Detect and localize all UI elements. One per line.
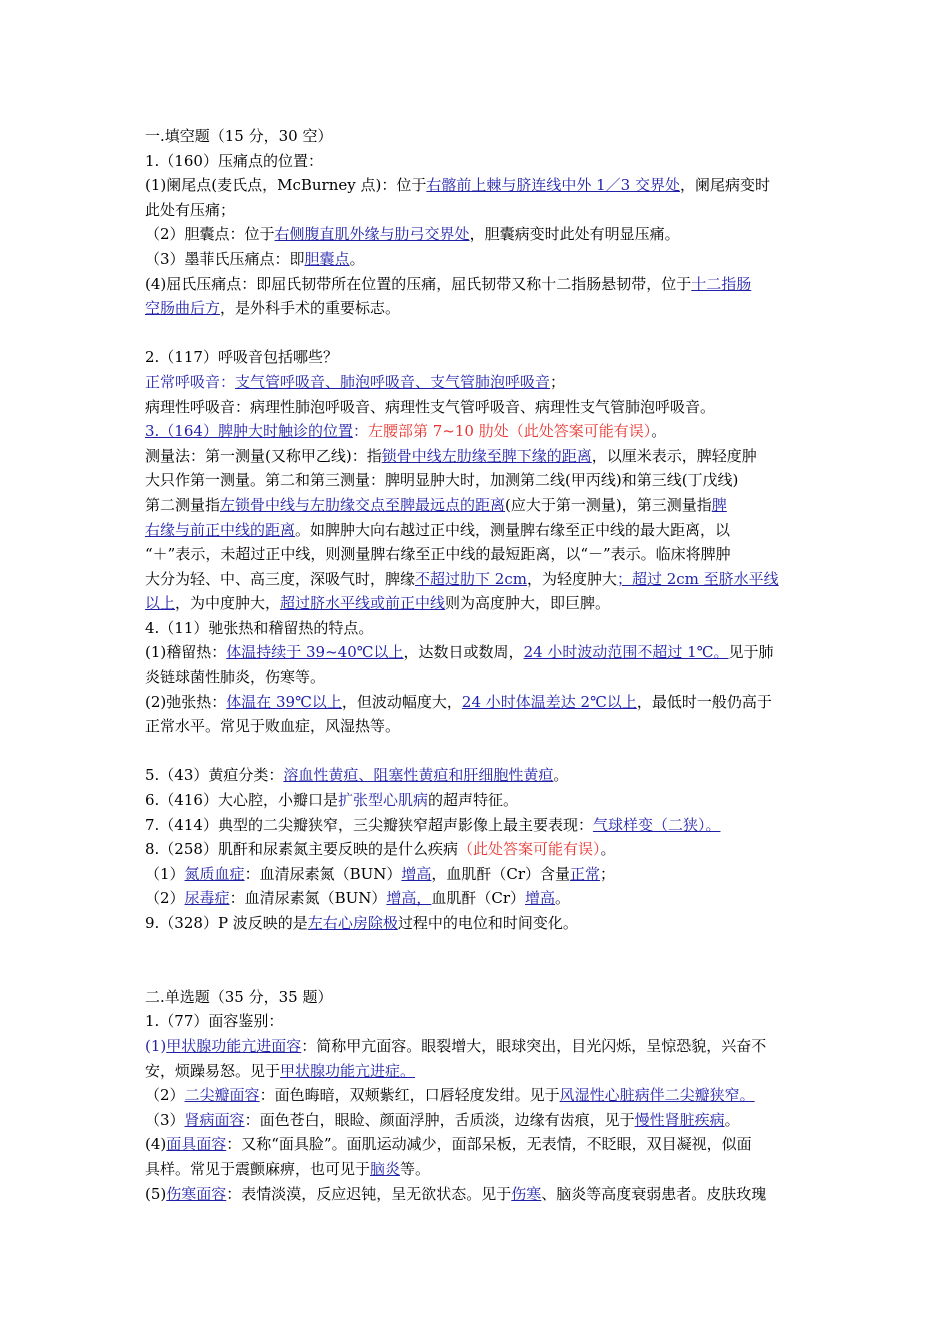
answer-blank: 胆囊点 [304,249,350,268]
answer-blank: 24 小时体温差达 2℃以上 [461,692,637,711]
q4-item2: (2)弛张热：体温在 39℃以上，但波动幅度大，24 小时体温差达 2℃以上，最低时一般仍高于 [145,692,772,711]
answer-blank: 伤寒 [511,1184,542,1203]
q4-heading: 4.（11）驰张热和稽留热的特点。 [145,618,374,637]
q3-line1: 测量法：第一测量(又称甲乙线)：指锁骨中线左肋缘至脾下缘的距离，以厘米表示，脾轻度肿 [145,446,757,465]
answer-blank: 面具面容 [166,1135,227,1154]
answer-blank: 左右心房除极 [307,914,398,932]
answer-blank: 甲状腺功能亢进面容 [166,1036,302,1055]
s2-q1-item3: （3）肾病面容：面色苍白，眼睑、颜面浮肿，舌质淡，边缘有齿痕，见于慢性肾脏疾病。 [145,1110,740,1129]
q7: 7.（414）典型的二尖瓣狭窄，三尖瓣狭窄超声影像上最主要表现：气球样变（二狭）。 [145,815,721,834]
q3-heading: 3.（164）脾肿大时触诊的位置：左腰部第 7~10 肋处（此处答案可能有误）。 [145,422,667,441]
spacer [145,936,813,961]
answer-blank: 空肠曲后方 [145,299,221,318]
answer-blank: 十二指肠 [691,274,752,293]
spacer [145,739,813,764]
s2-q1-item1-cont: 安，烦躁易怒。见于甲状腺功能亢进症。 [145,1061,416,1080]
q3-line3: 第二测量指左锁骨中线与左肋缘交点至脾最远点的距离(应大于第一测量)，第三测量指脾 [145,495,727,514]
q8-item2: （2）尿毒症：血清尿素氮（BUN）增高，血肌酐（Cr）增高。 [145,889,571,908]
q8: 8.（258）肌酐和尿素氮主要反映的是什么疾病（此处答案可能有误）。 [145,840,616,859]
q1-item4: (4)屈氏压痛点：即屈氏韧带所在位置的压痛，屈氏韧带又称十二指肠悬韧带，位于十二指肠 [145,274,752,293]
answer-blank: 气球样变（二狭）。 [592,815,721,834]
document-page [145,124,813,1206]
answer-blank: 尿毒症 [184,889,230,908]
s2-q1-item2: （2）二尖瓣面容：面色晦暗，双颊紫红，口唇轻度发绀。见于风湿性心脏病伴二尖瓣狭窄。 [145,1086,755,1105]
q1-item1: (1)阑尾点(麦氏点，McBurney 点)：位于右髂前上棘与脐连线中外 1／3 交界处，阑尾病变时 [145,176,770,195]
section1-title: 一.填空题（15 分，30 空） [145,127,333,145]
q2-heading: 2.（117）呼吸音包括哪些？ [145,348,338,367]
answer-blank: 右侧腹直肌外缘与肋弓交界处 [274,225,470,244]
q6: 6.（416）大心腔，小瓣口是扩张型心肌病的超声特征。 [145,791,518,810]
q1-item1-cont: 此处有压痛； [145,200,236,219]
q2-normal: 正常呼吸音：支气管呼吸音、肺泡呼吸音、支气管肺泡呼吸音； [145,372,566,391]
answer-blank: 体温在 39℃以上 [226,692,342,711]
q1-item4-cont: 空肠曲后方，是外科手术的重要标志。 [145,299,401,318]
answer-blank: 增高， [386,889,432,908]
error-note: （此处答案可能有误） [457,840,601,859]
q3-line6: 大分为轻、中、高三度，深吸气时，脾缘不超过肋下 2cm，为轻度肿大；超过 2cm 至脐水平线 [145,569,779,588]
answer-blank: 脾 [711,495,727,514]
q3-line5: “＋”表示，未超过正中线，则测量脾右缘至正中线的最短距离，以“－”表示。临床将脾肿 [145,545,731,564]
q1-item3: （3）墨菲氏压痛点：即胆囊点。 [145,249,365,268]
answer-blank: 慢性肾脏疾病 [634,1110,725,1129]
answer-blank: 增高 [401,864,432,883]
answer-blank: 锁骨中线左肋缘至脾下缘的距离 [381,446,592,465]
q5: 5.（43）黄疸分类：溶血性黄疸、阻塞性黄疸和肝细胞性黄疸。 [145,766,569,785]
answer-blank: ；超过 2cm 至脐水平线 [616,569,779,588]
answer-blank: 体温持续于 39~40℃以上 [226,643,404,662]
answer-blank: 甲状腺功能亢进症。 [280,1061,416,1080]
s2-q1-item4: (4)面具面容：又称“面具脸”。面肌运动减少，面部呆板，无表情，不眨眼，双目凝视，似面 [145,1135,752,1154]
q4-item1-cont: 炎链球菌性肺炎，伤寒等。 [145,668,326,687]
q2-pathological: 病理性呼吸音：病理性肺泡呼吸音、病理性支气管呼吸音、病理性支气管肺泡呼吸音。 [145,397,716,416]
answer-blank: 氮质血症 [184,864,245,883]
q4-item1: (1)稽留热：体温持续于 39~40℃以上，达数日或数周，24 小时波动范围不超过 1℃。见于肺 [145,643,774,662]
q4-item2-cont: 正常水平。常见于败血症，风湿热等。 [145,717,401,736]
answer-blank: 右髂前上棘与脐连线中外 1／3 交界处 [426,176,680,195]
answer-blank: 右缘与前正中线的距离 [145,520,296,539]
q1-heading: 1.（160）压痛点的位置： [145,151,323,170]
s2-q1-item5: (5)伤寒面容：表情淡漠，反应迟钝，呈无欲状态。见于伤寒、脑炎等高度衰弱患者。皮肤玫瑰 [145,1184,767,1203]
q3-line4: 右缘与前正中线的距离。如脾肿大向右越过正中线，测量脾右缘至正中线的最大距离，以 [145,520,731,539]
answer-blank: 支气管呼吸音、肺泡呼吸音、支气管肺泡呼吸音 [235,372,551,391]
error-note: 左腰部第 7~10 肋处（此处答案可能有误） [367,422,652,441]
answer-blank: 超过脐水平线或前正中线 [280,594,446,613]
answer-blank: 24 小时波动范围不超过 1℃。 [523,643,729,662]
answer-blank: 脑炎 [370,1159,401,1178]
q1-item2: （2）胆囊点：位于右侧腹直肌外缘与肋弓交界处，胆囊病变时此处有明显压痛。 [145,225,680,244]
s2-q1-item1: (1)甲状腺功能亢进面容：简称甲亢面容。眼裂增大，眼球突出，目光闪烁，呈惊恐貌，兴奋不 [145,1036,767,1055]
q8-item1: （1）氮质血症：血清尿素氮（BUN）增高，血肌酐（Cr）含量正常； [145,864,616,883]
answer-blank: 风湿性心脏病伴二尖瓣狭窄。 [559,1086,755,1105]
answer-blank: 增高 [525,889,556,908]
answer-blank: 二尖瓣面容 [184,1086,260,1105]
answer-blank: 正常 [570,864,601,883]
answer-blank: 肾病面容 [184,1110,245,1129]
q3-line2: 大只作第一测量。第二和第三测量：脾明显肿大时，加测第二线(甲丙线)和第三线(丁戊线) [145,471,739,490]
q9: 9.（328）P 波反映的是左右心房除极过程中的电位和时间变化。 [145,914,578,932]
s2-q1-item4-cont: 具样。常见于震颤麻痹，也可见于脑炎等。 [145,1159,431,1178]
answer-blank: 不超过肋下 2cm [415,569,527,588]
spacer [145,321,813,346]
s2-q1-heading: 1.（77）面容鉴别： [145,1012,284,1031]
answer-blank: 溶血性黄疸、阻塞性黄疸和肝细胞性黄疸 [283,766,554,785]
answer-blank: 左锁骨中线与左肋缘交点至脾最远点的距离 [220,495,506,514]
spacer [145,960,813,985]
q3-line7: 以上，为中度肿大，超过脐水平线或前正中线则为高度肿大，即巨脾。 [145,594,611,613]
answer-blank: 伤寒面容 [166,1184,227,1203]
section2-title: 二.单选题（35 分，35 题） [145,987,333,1006]
answer-blank: 以上 [145,594,176,613]
